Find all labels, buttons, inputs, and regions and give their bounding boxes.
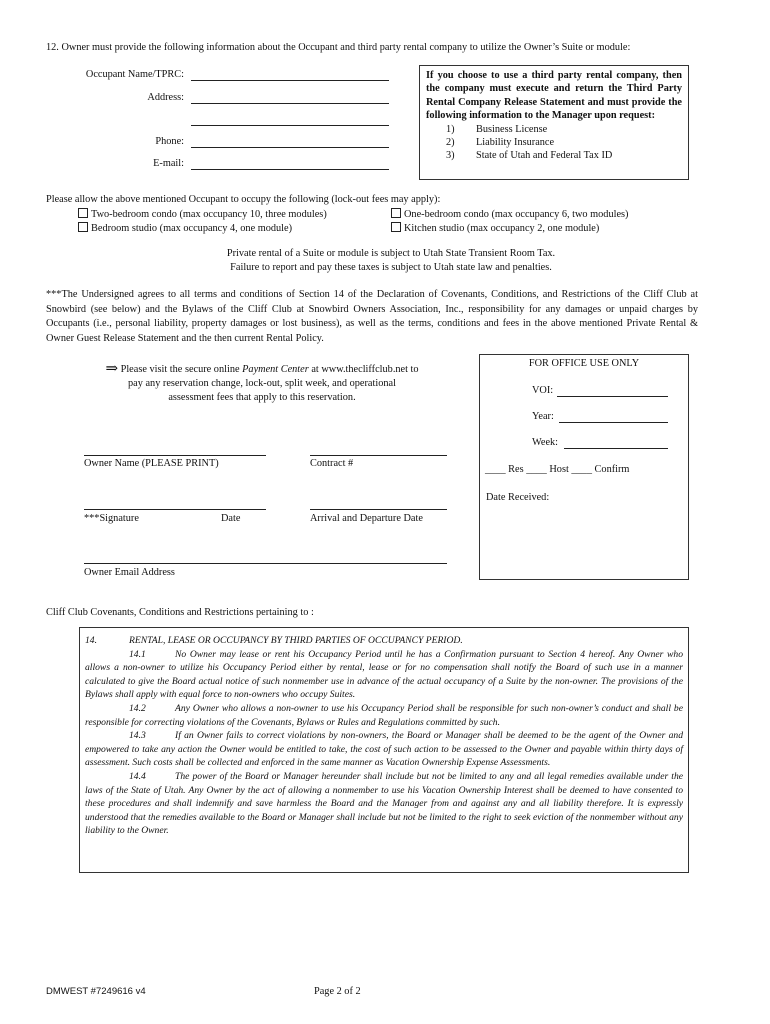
clause-14-2: Any Owner who allows a non-owner to use his Occupancy Period shall be responsible for such non-owner’s conduct and shall be responsible for correcting violations of the Covenants, Bylaws or Rules and Regulations committed by such. [85, 702, 683, 728]
week-field[interactable] [564, 448, 668, 449]
email-label: E-mail: [153, 158, 184, 169]
third-party-requirements-list [426, 123, 682, 163]
year-field[interactable] [559, 422, 668, 423]
contract-label: Contract # [310, 458, 354, 469]
address-label: Address: [147, 92, 184, 103]
occupant-name-label: Occupant Name/TPRC: [85, 69, 184, 80]
requirement-text: Liability Insurance [476, 137, 555, 149]
address-field-line-1[interactable] [191, 103, 389, 104]
requirement-number: 2) [446, 137, 455, 149]
signature-field[interactable] [84, 509, 266, 510]
option-kitchen-studio[interactable] [391, 222, 599, 234]
arrival-departure-label: Arrival and Departure Date [310, 513, 423, 524]
clause-number: 14.1 [129, 648, 146, 660]
clause-number: 14.2 [129, 702, 146, 714]
page-number: Page 2 of 2 [314, 986, 361, 997]
year-label: Year: [532, 411, 554, 422]
payment-center-note [84, 362, 440, 405]
section-14-box [79, 627, 689, 873]
requirement-text: State of Utah and Federal Tax ID [476, 150, 613, 162]
contract-field[interactable] [310, 455, 447, 456]
clause-number: 14.3 [129, 730, 146, 742]
week-label: Week: [532, 437, 559, 448]
occupant-name-field[interactable] [191, 80, 389, 81]
date-received-label: Date Received: [486, 492, 550, 503]
office-use-box [479, 354, 689, 580]
arrow-right-icon: ⇒ [105, 361, 119, 377]
third-party-requirements-text: If you choose to use a third party rental company, then the company must execute and return the Third Party Rental Company Release Statement and must provide the following information to the Manager upon request: [426, 70, 682, 122]
requirement-item [446, 149, 682, 162]
option-two-bedroom[interactable] [78, 208, 327, 220]
section-number: 14. [85, 635, 97, 646]
phone-field[interactable] [191, 147, 389, 148]
requirement-number: 3) [446, 150, 455, 162]
tax-notice-line-2: Failure to report and pay these taxes is subject to Utah state law and penalties. [230, 262, 552, 273]
section-heading: RENTAL, LEASE OR OCCUPANCY BY THIRD PARTIES OF OCCUPANCY PERIOD. [129, 635, 463, 646]
payment-text: assessment fees that apply to this reservation. [168, 392, 356, 403]
section-14-text [85, 634, 683, 838]
occupy-intro: Please allow the above mentioned Occupant to occupy the following (lock-out fees may apply): [46, 194, 441, 205]
clause-14-1: No Owner may lease or rent his Occupancy Period until he has a Confirmation pursuant to Section 4 hereof. Any Owner who allows a non-owner to utilize his Occupancy Period either by rental, lease or for no compensation shall notify the Board of such use in a manner calculated to give the Board actual notice of such nonmember use in advance of the actual occupancy of a Suite by the non-owner. The provisions of the Bylaws shall apply with equal force to non-owners who occupy Suites. [85, 648, 683, 701]
payment-text: pay any reservation change, lock-out, split week, and operational [128, 378, 396, 389]
owner-email-field[interactable] [84, 563, 447, 564]
office-use-title: FOR OFFICE USE ONLY [528, 358, 640, 369]
clause-14-4: The power of the Board or Manager hereunder shall include but not be limited to any and all legal remedies available under the laws of the State of Utah. Any Owner by the act of allowing a nonmember to use his Vacation Ownership Interest shall be deemed to have consented to these procedures and shall indemnify and save harmless the Board and the Manager from and against any and all liability therefore. It is expressly understood that the remedies available to the Board or Manager shall include but not be limited to the right to seek eviction of the nonmember without any liability to the Owner. [85, 770, 683, 837]
requirement-item [446, 123, 682, 136]
checkbox[interactable] [391, 222, 401, 232]
phone-label: Phone: [155, 136, 184, 147]
option-label: Kitchen studio (max occupancy 2, one module) [404, 223, 600, 234]
res-host-confirm[interactable]: ____ Res ____ Host ____ Confirm [485, 464, 630, 475]
date-label: Date [221, 513, 241, 524]
signature-label: ***Signature [84, 513, 139, 524]
third-party-requirements-box [419, 65, 689, 180]
requirement-number: 1) [446, 123, 455, 135]
item-12-instruction: 12. Owner must provide the following information about the Occupant and third party rental company to utilize the Owner’s Suite or module: [46, 42, 631, 53]
owner-name-label: Owner Name (PLEASE PRINT) [84, 458, 219, 469]
covenants-title: Cliff Club Covenants, Conditions and Restrictions pertaining to : [46, 607, 314, 618]
option-label: Two-bedroom condo (max occupancy 10, three modules) [91, 209, 327, 220]
payment-text: Please visit the secure online [120, 364, 243, 375]
clause-number: 14.4 [129, 770, 146, 782]
arrival-departure-field[interactable] [310, 509, 447, 510]
document-id: DMWEST #7249616 v4 [46, 986, 146, 997]
voi-field[interactable] [557, 396, 668, 397]
option-label: One-bedroom condo (max occupancy 6, two modules) [404, 209, 629, 220]
owner-name-field[interactable] [84, 455, 266, 456]
option-one-bedroom[interactable] [391, 208, 628, 220]
requirement-item [446, 136, 682, 149]
tax-notice-line-1: Private rental of a Suite or module is subject to Utah State Transient Room Tax. [226, 248, 556, 259]
payment-text: at www.thecliffclub.net to [308, 364, 419, 375]
checkbox[interactable] [391, 208, 401, 218]
address-field-line-2[interactable] [191, 125, 389, 126]
agreement-paragraph: ***The Undersigned agrees to all terms and conditions of Section 14 of the Declaration of Covenants, Conditions, and Restrictions of the Cliff Club at Snowbird (see below) and the Bylaws of the Cliff Club at Snowbird Owners Association, Inc., responsibility for any damages or unpaid charges by Occupants (i.e., personal liability, property damages or lost business), as well as the terms, conditions and fees in the above mentioned Private Rental & Owner Guest Release Statement and the then current Rental Policy. [46, 289, 698, 344]
option-label: Bedroom studio (max occupancy 4, one module) [91, 223, 293, 234]
owner-email-label: Owner Email Address [84, 567, 175, 578]
checkbox[interactable] [78, 208, 88, 218]
email-field[interactable] [191, 169, 389, 170]
clause-14-3: If an Owner fails to correct violations by non-owners, the Board or Manager shall be deemed to be the agent of the Owner and empowered to take any action the Owner would be entitled to take, the cost of such action to be assessed to the Owner and payable within thirty days of assessment. Such costs shall be collected and enforced in the same manner as Vacation Ownership Expense Assessments. [85, 730, 683, 769]
checkbox[interactable] [78, 222, 88, 232]
option-bedroom-studio[interactable] [78, 222, 292, 234]
payment-center-link[interactable]: Payment Center [242, 364, 309, 375]
voi-label: VOI: [532, 385, 554, 396]
requirement-text: Business License [476, 123, 548, 135]
